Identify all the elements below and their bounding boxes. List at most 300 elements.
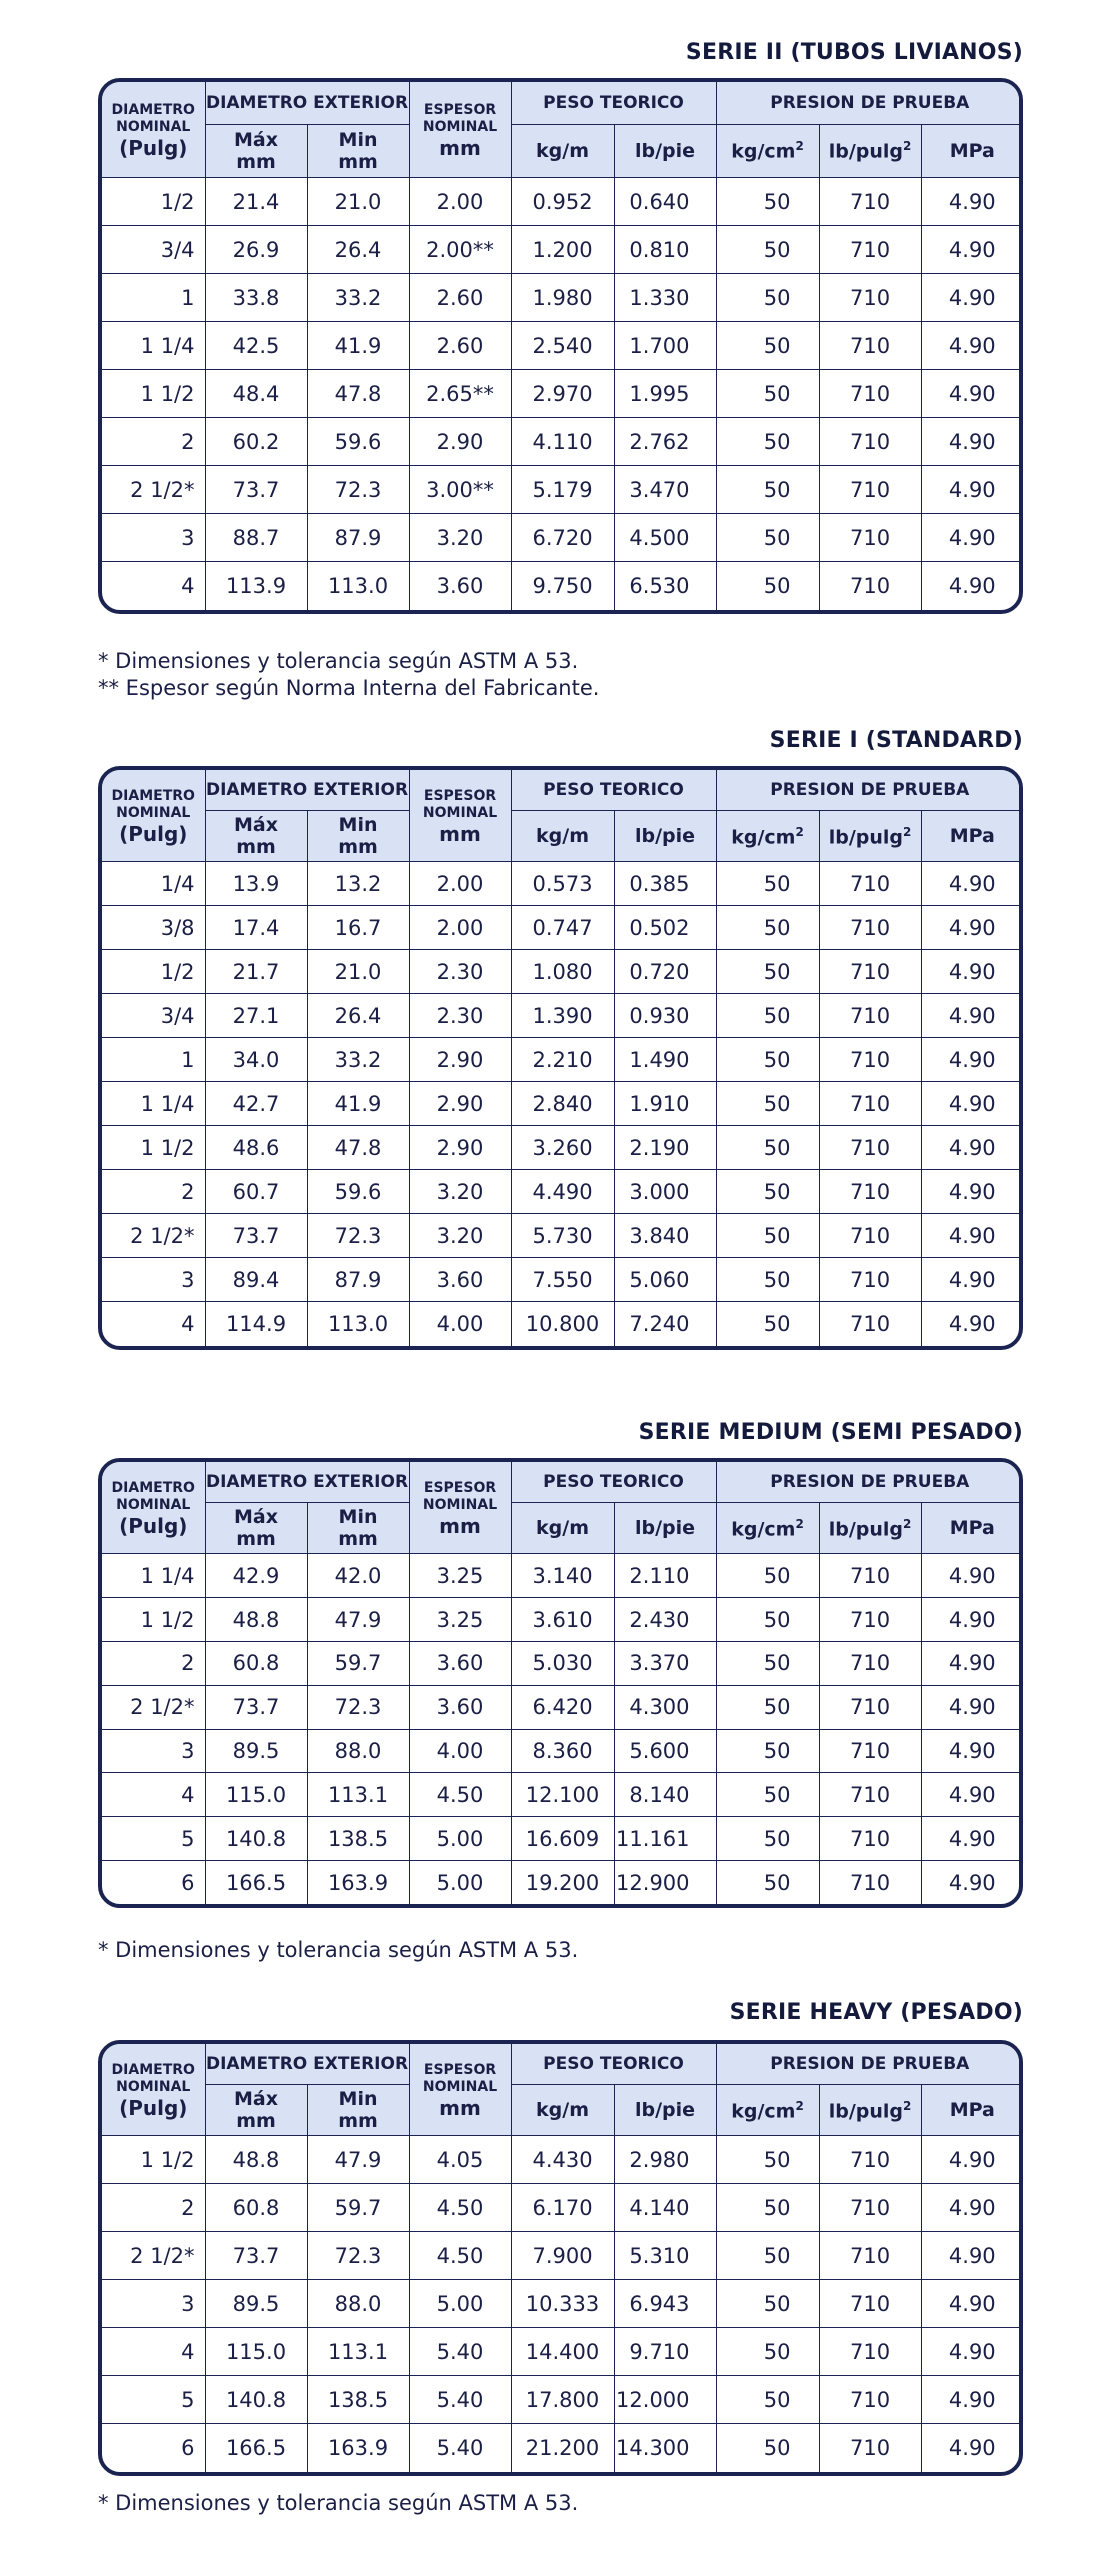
header-text: MPa bbox=[949, 1517, 995, 1540]
header-kg-cm2 bbox=[716, 124, 819, 178]
header-row-top bbox=[102, 770, 1023, 810]
cell-nominal: 1 1/4 bbox=[102, 1554, 205, 1598]
cell-mpa: 4.90 bbox=[921, 1082, 1023, 1126]
cell-mpa: 4.90 bbox=[921, 2232, 1023, 2280]
header-diametro-nominal bbox=[102, 1462, 205, 1554]
cell-kg-cm2: 50 bbox=[716, 370, 819, 418]
cell-max: 60.7 bbox=[205, 1170, 307, 1214]
table-row bbox=[102, 178, 1023, 226]
series-title: SERIE II (TUBOS LIVIANOS) bbox=[685, 40, 1023, 65]
header-superscript: 2 bbox=[903, 2098, 912, 2113]
header-min-mm bbox=[307, 124, 409, 178]
header-text: mm bbox=[236, 151, 276, 174]
cell-max: 140.8 bbox=[205, 2376, 307, 2424]
cell-nominal: 1 bbox=[102, 1038, 205, 1082]
cell-mpa: 4.90 bbox=[921, 2136, 1023, 2184]
cell-kg-m: 10.800 bbox=[511, 1302, 614, 1346]
cell-mpa: 4.90 bbox=[921, 994, 1023, 1038]
cell-lb-pulg2: 710 bbox=[819, 2328, 921, 2376]
cell-lb-pie: 5.060 bbox=[614, 1258, 716, 1302]
table-row bbox=[102, 950, 1023, 994]
cell-min: 42.0 bbox=[307, 1554, 409, 1598]
cell-lb-pie: 6.943 bbox=[614, 2280, 716, 2328]
header-presion-prueba bbox=[716, 770, 1023, 810]
cell-min: 138.5 bbox=[307, 2376, 409, 2424]
header-text: mm bbox=[236, 836, 276, 859]
header-peso-teorico bbox=[511, 770, 716, 810]
cell-nominal: 1 1/4 bbox=[102, 322, 205, 370]
cell-lb-pie: 0.930 bbox=[614, 994, 716, 1038]
header-kg-m bbox=[511, 1502, 614, 1554]
header-mpa bbox=[921, 2084, 1023, 2136]
cell-espesor: 2.65** bbox=[409, 370, 511, 418]
cell-mpa: 4.90 bbox=[921, 322, 1023, 370]
header-text: DIAMETRO EXTERIOR bbox=[205, 2053, 409, 2074]
table-row bbox=[102, 466, 1023, 514]
cell-lb-pulg2: 710 bbox=[819, 1214, 921, 1258]
table-row bbox=[102, 1554, 1023, 1598]
cell-min: 13.2 bbox=[307, 862, 409, 906]
cell-lb-pulg2: 710 bbox=[819, 466, 921, 514]
cell-kg-cm2: 50 bbox=[716, 2232, 819, 2280]
table-row bbox=[102, 2232, 1023, 2280]
cell-max: 21.7 bbox=[205, 950, 307, 994]
cell-min: 26.4 bbox=[307, 994, 409, 1038]
cell-kg-m: 7.550 bbox=[511, 1258, 614, 1302]
cell-lb-pulg2: 710 bbox=[819, 370, 921, 418]
cell-max: 60.8 bbox=[205, 1642, 307, 1686]
cell-kg-m: 6.170 bbox=[511, 2184, 614, 2232]
cell-nominal: 4 bbox=[102, 2328, 205, 2376]
header-unit-pulg: (Pulg) bbox=[119, 822, 188, 847]
header-text: lb/pulg bbox=[828, 140, 903, 163]
cell-lb-pulg2: 710 bbox=[819, 1817, 921, 1861]
cell-max: 114.9 bbox=[205, 1302, 307, 1346]
header-text: NOMINAL bbox=[116, 2079, 191, 2096]
cell-lb-pie: 0.640 bbox=[614, 178, 716, 226]
header-unit-pulg: (Pulg) bbox=[119, 1514, 188, 1539]
header-max-mm bbox=[205, 124, 307, 178]
header-min-mm bbox=[307, 2084, 409, 2136]
table-row bbox=[102, 862, 1023, 906]
table-row bbox=[102, 2184, 1023, 2232]
cell-lb-pie: 5.600 bbox=[614, 1729, 716, 1773]
cell-lb-pulg2: 710 bbox=[819, 418, 921, 466]
cell-lb-pie: 5.310 bbox=[614, 2232, 716, 2280]
cell-espesor: 5.00 bbox=[409, 2280, 511, 2328]
header-unit-mm: mm bbox=[439, 136, 481, 161]
header-text: MPa bbox=[949, 825, 995, 848]
header-text: DIAMETRO bbox=[111, 2062, 195, 2079]
cell-kg-cm2: 50 bbox=[716, 226, 819, 274]
cell-espesor: 3.20 bbox=[409, 1170, 511, 1214]
cell-min: 113.0 bbox=[307, 1302, 409, 1346]
cell-max: 17.4 bbox=[205, 906, 307, 950]
cell-nominal: 2 1/2* bbox=[102, 466, 205, 514]
cell-lb-pie: 2.980 bbox=[614, 2136, 716, 2184]
series-title: SERIE I (STANDARD) bbox=[769, 728, 1023, 753]
header-text: mm bbox=[338, 2110, 378, 2133]
cell-kg-cm2: 50 bbox=[716, 418, 819, 466]
cell-kg-cm2: 50 bbox=[716, 178, 819, 226]
header-superscript: 2 bbox=[903, 1516, 912, 1531]
footnote: ** Espesor según Norma Interna del Fabricante. bbox=[98, 676, 600, 700]
cell-lb-pulg2: 710 bbox=[819, 1258, 921, 1302]
cell-kg-m: 0.952 bbox=[511, 178, 614, 226]
spec-table bbox=[98, 1458, 1023, 1908]
header-superscript: 2 bbox=[795, 1516, 804, 1531]
cell-kg-m: 6.720 bbox=[511, 514, 614, 562]
header-lb-pulg2 bbox=[819, 124, 921, 178]
cell-nominal: 1 1/2 bbox=[102, 1598, 205, 1642]
cell-lb-pulg2: 710 bbox=[819, 994, 921, 1038]
cell-espesor: 5.40 bbox=[409, 2328, 511, 2376]
cell-espesor: 5.00 bbox=[409, 1817, 511, 1861]
table-row bbox=[102, 1642, 1023, 1686]
cell-mpa: 4.90 bbox=[921, 1038, 1023, 1082]
header-text: DIAMETRO EXTERIOR bbox=[205, 92, 409, 113]
header-kg-cm2 bbox=[716, 2084, 819, 2136]
cell-max: 27.1 bbox=[205, 994, 307, 1038]
cell-min: 21.0 bbox=[307, 950, 409, 994]
cell-min: 72.3 bbox=[307, 466, 409, 514]
cell-lb-pulg2: 710 bbox=[819, 322, 921, 370]
header-mpa bbox=[921, 810, 1023, 862]
cell-max: 88.7 bbox=[205, 514, 307, 562]
cell-kg-m: 14.400 bbox=[511, 2328, 614, 2376]
cell-mpa: 4.90 bbox=[921, 562, 1023, 610]
cell-nominal: 5 bbox=[102, 2376, 205, 2424]
cell-lb-pie: 8.140 bbox=[614, 1773, 716, 1817]
header-lb-pulg2 bbox=[819, 810, 921, 862]
table-row bbox=[102, 1817, 1023, 1861]
cell-lb-pie: 3.370 bbox=[614, 1642, 716, 1686]
cell-min: 87.9 bbox=[307, 514, 409, 562]
cell-mpa: 4.90 bbox=[921, 1817, 1023, 1861]
cell-lb-pulg2: 710 bbox=[819, 1038, 921, 1082]
header-peso-teorico bbox=[511, 2044, 716, 2084]
cell-espesor: 4.50 bbox=[409, 2184, 511, 2232]
header-text: PRESION DE PRUEBA bbox=[770, 779, 970, 800]
header-text: PESO TEORICO bbox=[543, 2053, 684, 2074]
cell-kg-m: 5.179 bbox=[511, 466, 614, 514]
cell-max: 60.2 bbox=[205, 418, 307, 466]
table-row bbox=[102, 1773, 1023, 1817]
header-row-top bbox=[102, 1462, 1023, 1502]
cell-kg-cm2: 50 bbox=[716, 1685, 819, 1729]
cell-nominal: 1 1/2 bbox=[102, 1126, 205, 1170]
cell-lb-pulg2: 710 bbox=[819, 2424, 921, 2472]
cell-kg-m: 1.980 bbox=[511, 274, 614, 322]
header-espesor-nominal bbox=[409, 2044, 511, 2136]
cell-kg-cm2: 50 bbox=[716, 1170, 819, 1214]
cell-lb-pulg2: 710 bbox=[819, 1598, 921, 1642]
header-kg-cm2 bbox=[716, 1502, 819, 1554]
cell-min: 59.6 bbox=[307, 418, 409, 466]
header-text: lb/pulg bbox=[828, 1517, 903, 1540]
cell-nominal: 3 bbox=[102, 2280, 205, 2328]
cell-mpa: 4.90 bbox=[921, 274, 1023, 322]
cell-lb-pie: 12.000 bbox=[614, 2376, 716, 2424]
table-row bbox=[102, 2376, 1023, 2424]
cell-nominal: 2 1/2* bbox=[102, 1685, 205, 1729]
spec-table-grid bbox=[102, 2044, 1023, 2472]
header-row-sub bbox=[102, 810, 1023, 862]
cell-lb-pulg2: 710 bbox=[819, 2232, 921, 2280]
header-max-mm bbox=[205, 810, 307, 862]
cell-lb-pie: 0.720 bbox=[614, 950, 716, 994]
header-lb-pie bbox=[614, 810, 716, 862]
spec-table-grid bbox=[102, 1462, 1023, 1904]
cell-lb-pulg2: 710 bbox=[819, 1082, 921, 1126]
table-row bbox=[102, 274, 1023, 322]
cell-max: 48.8 bbox=[205, 2136, 307, 2184]
cell-kg-cm2: 50 bbox=[716, 1817, 819, 1861]
cell-espesor: 3.60 bbox=[409, 1685, 511, 1729]
table-row bbox=[102, 1082, 1023, 1126]
header-mpa bbox=[921, 1502, 1023, 1554]
header-espesor-nominal bbox=[409, 82, 511, 178]
header-lb-pulg2 bbox=[819, 1502, 921, 1554]
header-text: Máx bbox=[234, 1506, 278, 1529]
cell-lb-pulg2: 710 bbox=[819, 1554, 921, 1598]
cell-mpa: 4.90 bbox=[921, 514, 1023, 562]
cell-nominal: 2 1/2* bbox=[102, 1214, 205, 1258]
header-kg-m bbox=[511, 2084, 614, 2136]
header-text: lb/pie bbox=[634, 1517, 696, 1540]
cell-mpa: 4.90 bbox=[921, 1729, 1023, 1773]
cell-max: 166.5 bbox=[205, 2424, 307, 2472]
header-superscript: 2 bbox=[795, 2098, 804, 2113]
cell-max: 60.8 bbox=[205, 2184, 307, 2232]
footnotes bbox=[98, 648, 599, 702]
cell-lb-pulg2: 710 bbox=[819, 514, 921, 562]
cell-min: 26.4 bbox=[307, 226, 409, 274]
spec-table bbox=[98, 78, 1023, 614]
cell-mpa: 4.90 bbox=[921, 1861, 1023, 1905]
header-text: kg/cm bbox=[731, 2099, 796, 2122]
cell-mpa: 4.90 bbox=[921, 862, 1023, 906]
cell-max: 73.7 bbox=[205, 1214, 307, 1258]
cell-nominal: 2 bbox=[102, 418, 205, 466]
header-text: Min bbox=[338, 2088, 378, 2111]
cell-espesor: 3.25 bbox=[409, 1598, 511, 1642]
table-row bbox=[102, 370, 1023, 418]
cell-nominal: 1 1/2 bbox=[102, 370, 205, 418]
header-presion-prueba bbox=[716, 82, 1023, 124]
cell-lb-pulg2: 710 bbox=[819, 2136, 921, 2184]
cell-kg-cm2: 50 bbox=[716, 1861, 819, 1905]
series-title: SERIE MEDIUM (SEMI PESADO) bbox=[638, 1420, 1023, 1445]
header-presion-prueba bbox=[716, 1462, 1023, 1502]
spec-table bbox=[98, 766, 1023, 1350]
cell-kg-cm2: 50 bbox=[716, 1214, 819, 1258]
header-mpa bbox=[921, 124, 1023, 178]
cell-max: 115.0 bbox=[205, 2328, 307, 2376]
cell-max: 89.5 bbox=[205, 1729, 307, 1773]
header-lb-pie bbox=[614, 2084, 716, 2136]
header-text: DIAMETRO EXTERIOR bbox=[205, 779, 409, 800]
cell-kg-cm2: 50 bbox=[716, 1773, 819, 1817]
cell-mpa: 4.90 bbox=[921, 1554, 1023, 1598]
cell-kg-m: 1.200 bbox=[511, 226, 614, 274]
spec-table-grid bbox=[102, 82, 1023, 610]
header-text: lb/pulg bbox=[828, 825, 903, 848]
header-text: PESO TEORICO bbox=[543, 1471, 684, 1492]
cell-max: 34.0 bbox=[205, 1038, 307, 1082]
header-text: DIAMETRO bbox=[111, 788, 195, 805]
cell-max: 42.5 bbox=[205, 322, 307, 370]
header-diametro-exterior bbox=[205, 82, 409, 124]
cell-kg-m: 17.800 bbox=[511, 2376, 614, 2424]
cell-mpa: 4.90 bbox=[921, 1598, 1023, 1642]
cell-kg-cm2: 50 bbox=[716, 1554, 819, 1598]
cell-kg-m: 21.200 bbox=[511, 2424, 614, 2472]
cell-espesor: 3.25 bbox=[409, 1554, 511, 1598]
cell-lb-pie: 1.490 bbox=[614, 1038, 716, 1082]
cell-max: 26.9 bbox=[205, 226, 307, 274]
cell-max: 48.8 bbox=[205, 1598, 307, 1642]
header-text: PRESION DE PRUEBA bbox=[770, 1471, 970, 1492]
cell-kg-m: 3.610 bbox=[511, 1598, 614, 1642]
cell-kg-m: 5.730 bbox=[511, 1214, 614, 1258]
cell-mpa: 4.90 bbox=[921, 2424, 1023, 2472]
header-unit-pulg: (Pulg) bbox=[119, 136, 188, 161]
cell-kg-m: 2.210 bbox=[511, 1038, 614, 1082]
cell-nominal: 2 1/2* bbox=[102, 2232, 205, 2280]
header-row-sub bbox=[102, 1502, 1023, 1554]
header-lb-pie bbox=[614, 124, 716, 178]
cell-mpa: 4.90 bbox=[921, 1773, 1023, 1817]
table-row bbox=[102, 322, 1023, 370]
cell-min: 113.1 bbox=[307, 1773, 409, 1817]
cell-mpa: 4.90 bbox=[921, 2376, 1023, 2424]
cell-espesor: 5.40 bbox=[409, 2376, 511, 2424]
cell-min: 88.0 bbox=[307, 2280, 409, 2328]
header-text: kg/m bbox=[536, 2099, 589, 2122]
header-text: Máx bbox=[234, 814, 278, 837]
cell-lb-pie: 0.810 bbox=[614, 226, 716, 274]
cell-lb-pie: 12.900 bbox=[614, 1861, 716, 1905]
cell-mpa: 4.90 bbox=[921, 1126, 1023, 1170]
header-lb-pie bbox=[614, 1502, 716, 1554]
header-text: NOMINAL bbox=[422, 2079, 498, 2096]
header-min-mm bbox=[307, 1502, 409, 1554]
cell-kg-cm2: 50 bbox=[716, 1729, 819, 1773]
cell-min: 47.9 bbox=[307, 1598, 409, 1642]
header-text: kg/m bbox=[536, 1517, 589, 1540]
header-unit-pulg: (Pulg) bbox=[119, 2096, 188, 2121]
cell-lb-pie: 1.700 bbox=[614, 322, 716, 370]
cell-nominal: 3/4 bbox=[102, 226, 205, 274]
header-text: mm bbox=[338, 1528, 378, 1551]
cell-lb-pulg2: 710 bbox=[819, 906, 921, 950]
cell-lb-pie: 14.300 bbox=[614, 2424, 716, 2472]
cell-kg-m: 2.840 bbox=[511, 1082, 614, 1126]
header-text: kg/m bbox=[536, 140, 589, 163]
cell-kg-m: 8.360 bbox=[511, 1729, 614, 1773]
cell-espesor: 2.90 bbox=[409, 1082, 511, 1126]
cell-kg-cm2: 50 bbox=[716, 274, 819, 322]
cell-kg-cm2: 50 bbox=[716, 1126, 819, 1170]
cell-espesor: 2.30 bbox=[409, 994, 511, 1038]
cell-max: 21.4 bbox=[205, 178, 307, 226]
header-diametro-nominal bbox=[102, 82, 205, 178]
cell-espesor: 4.00 bbox=[409, 1729, 511, 1773]
cell-kg-m: 3.140 bbox=[511, 1554, 614, 1598]
cell-kg-cm2: 50 bbox=[716, 1038, 819, 1082]
cell-lb-pie: 9.710 bbox=[614, 2328, 716, 2376]
cell-lb-pulg2: 710 bbox=[819, 1170, 921, 1214]
cell-min: 47.9 bbox=[307, 2136, 409, 2184]
header-unit-mm: mm bbox=[439, 2096, 481, 2121]
cell-lb-pulg2: 710 bbox=[819, 950, 921, 994]
header-text: PESO TEORICO bbox=[543, 92, 684, 113]
cell-kg-m: 3.260 bbox=[511, 1126, 614, 1170]
cell-min: 72.3 bbox=[307, 1214, 409, 1258]
table-row bbox=[102, 2328, 1023, 2376]
header-superscript: 2 bbox=[903, 824, 912, 839]
cell-kg-cm2: 50 bbox=[716, 1082, 819, 1126]
header-text: NOMINAL bbox=[116, 805, 191, 822]
cell-mpa: 4.90 bbox=[921, 1685, 1023, 1729]
cell-kg-cm2: 50 bbox=[716, 322, 819, 370]
table-row bbox=[102, 2424, 1023, 2472]
cell-lb-pie: 3.840 bbox=[614, 1214, 716, 1258]
header-diametro-exterior bbox=[205, 1462, 409, 1502]
footnote: * Dimensiones y tolerancia según ASTM A 53. bbox=[98, 1938, 579, 1962]
cell-min: 47.8 bbox=[307, 370, 409, 418]
cell-espesor: 4.50 bbox=[409, 1773, 511, 1817]
cell-lb-pulg2: 710 bbox=[819, 178, 921, 226]
header-superscript: 2 bbox=[795, 824, 804, 839]
cell-nominal: 4 bbox=[102, 1773, 205, 1817]
cell-lb-pie: 1.330 bbox=[614, 274, 716, 322]
cell-espesor: 4.00 bbox=[409, 1302, 511, 1346]
header-text: mm bbox=[338, 151, 378, 174]
cell-min: 59.7 bbox=[307, 1642, 409, 1686]
cell-kg-cm2: 50 bbox=[716, 1302, 819, 1346]
cell-min: 87.9 bbox=[307, 1258, 409, 1302]
cell-max: 140.8 bbox=[205, 1817, 307, 1861]
cell-min: 88.0 bbox=[307, 1729, 409, 1773]
header-row-sub bbox=[102, 2084, 1023, 2136]
cell-espesor: 4.05 bbox=[409, 2136, 511, 2184]
header-unit-mm: mm bbox=[439, 822, 481, 847]
cell-mpa: 4.90 bbox=[921, 178, 1023, 226]
cell-kg-m: 4.430 bbox=[511, 2136, 614, 2184]
cell-min: 33.2 bbox=[307, 274, 409, 322]
cell-max: 113.9 bbox=[205, 562, 307, 610]
cell-mpa: 4.90 bbox=[921, 226, 1023, 274]
cell-lb-pie: 2.190 bbox=[614, 1126, 716, 1170]
cell-espesor: 3.60 bbox=[409, 1258, 511, 1302]
header-text: Min bbox=[338, 129, 378, 152]
cell-lb-pie: 2.110 bbox=[614, 1554, 716, 1598]
cell-lb-pie: 2.762 bbox=[614, 418, 716, 466]
cell-espesor: 2.90 bbox=[409, 1038, 511, 1082]
table-row bbox=[102, 2280, 1023, 2328]
cell-nominal: 3 bbox=[102, 1258, 205, 1302]
cell-espesor: 5.40 bbox=[409, 2424, 511, 2472]
header-text: NOMINAL bbox=[116, 1497, 191, 1514]
table-row bbox=[102, 994, 1023, 1038]
cell-max: 115.0 bbox=[205, 1773, 307, 1817]
cell-kg-cm2: 50 bbox=[716, 2424, 819, 2472]
cell-max: 13.9 bbox=[205, 862, 307, 906]
cell-mpa: 4.90 bbox=[921, 1642, 1023, 1686]
header-superscript: 2 bbox=[903, 139, 912, 154]
